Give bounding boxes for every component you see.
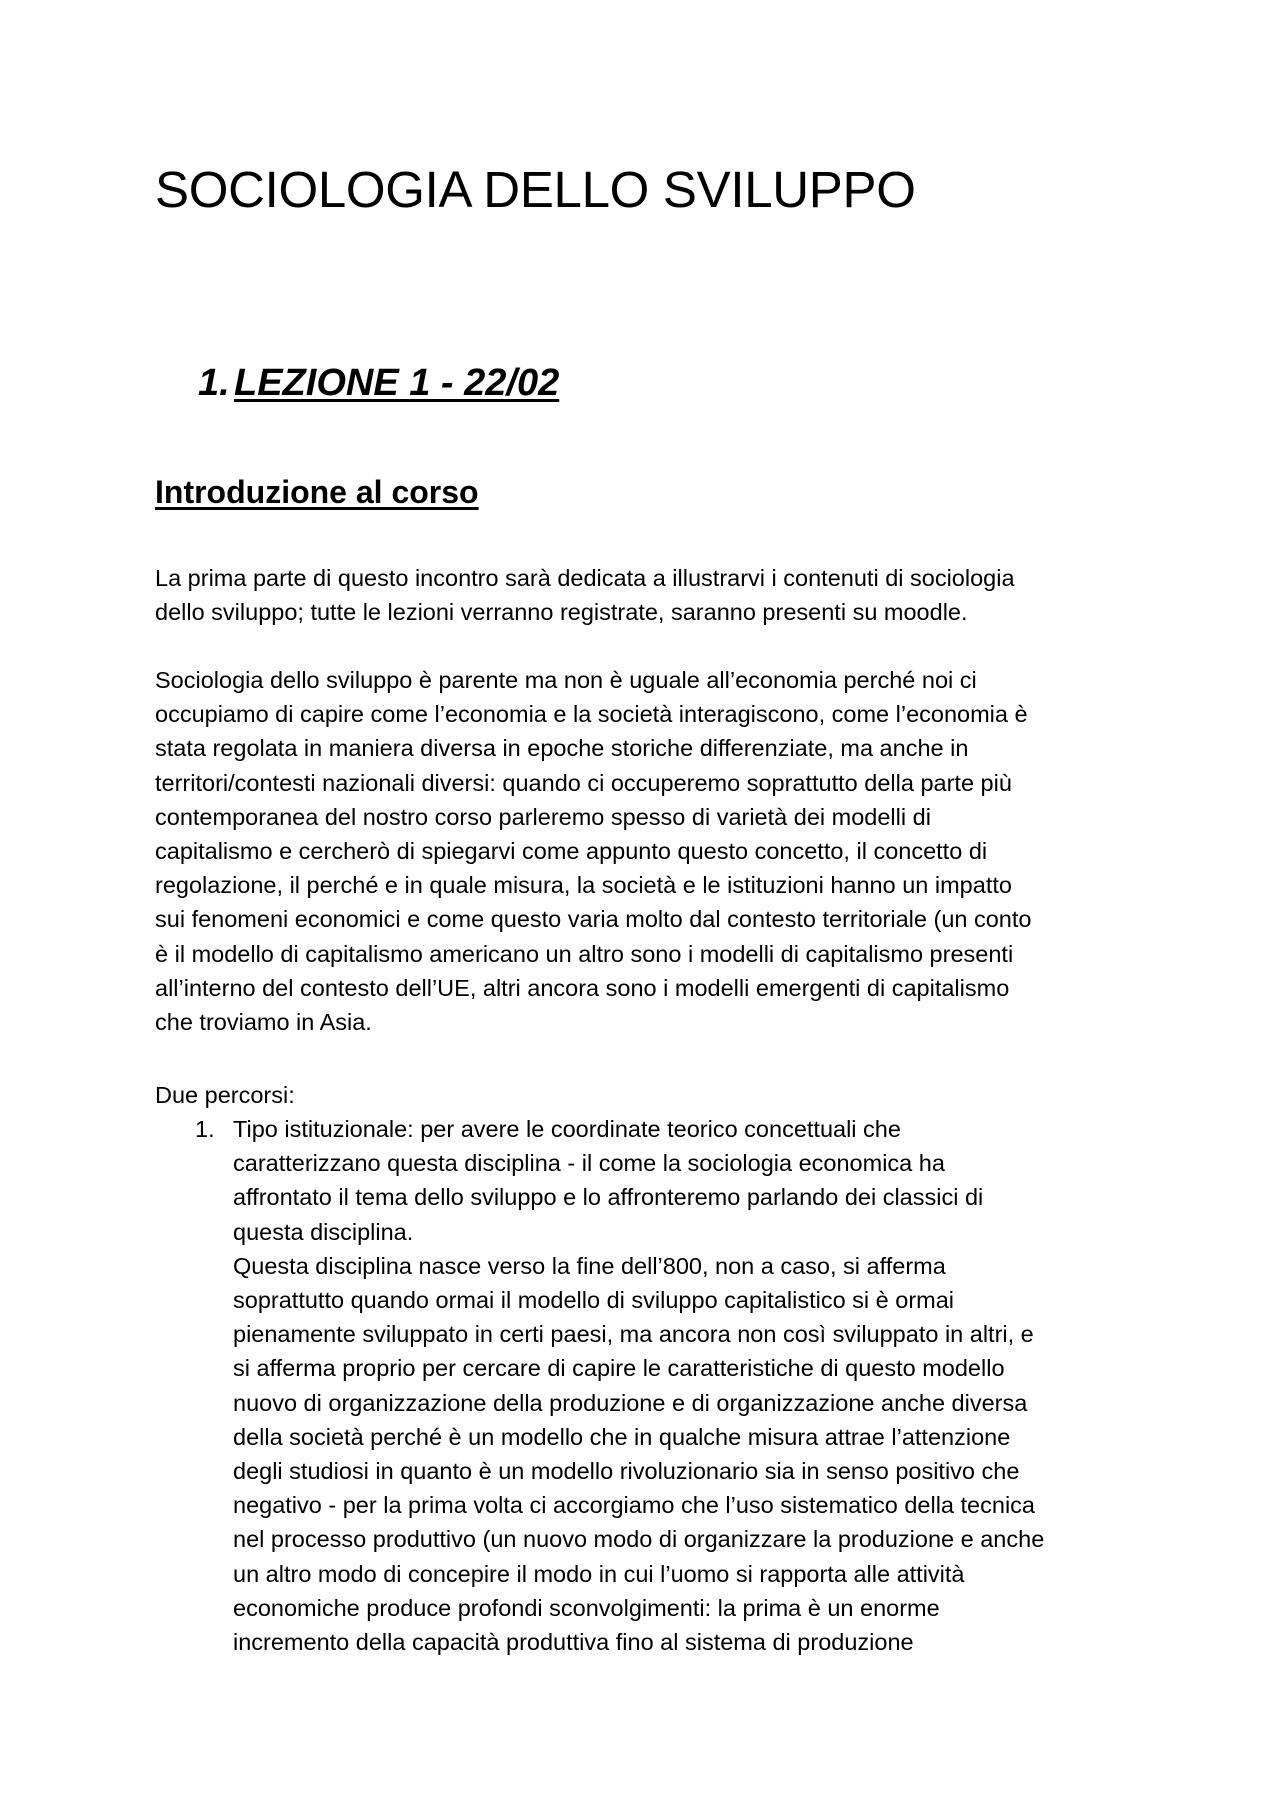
text-line: contemporanea del nostro corso parleremo spesso di varietà dei modelli di <box>155 803 931 830</box>
text-line: soprattutto quando ormai il modello di sviluppo capitalistico si è ormai <box>233 1287 955 1314</box>
paragraph-intro <box>155 561 1145 629</box>
document-title: SOCIOLOGIA DELLO SVILUPPO <box>155 161 916 218</box>
text-line: La prima parte di questo incontro sarà dedicata a illustrarvi i contenuti di sociologia <box>155 565 1015 591</box>
text-line: Sociologia dello sviluppo è parente ma non è uguale all’economia perché noi ci <box>155 667 977 693</box>
section-heading: Introduzione al corso <box>155 474 479 510</box>
text-line: occupiamo di capire come l’economia e la società interagiscono, come l’economia è <box>155 701 1028 728</box>
lesson-label: LEZIONE 1 - 22/02 <box>234 362 560 404</box>
text-line: all’interno del contesto dell’UE, altri ancora sono i modelli emergenti di capitalismo <box>155 974 1010 1001</box>
list-item <box>155 1112 1155 1659</box>
text-line: degli studiosi in quanto è un modello rivoluzionario sia in senso positivo che <box>233 1458 1020 1485</box>
text-line: caratterizzano questa disciplina - il come la sociologia economica ha <box>233 1150 945 1177</box>
list-item-text <box>233 1112 1153 1659</box>
list-intro: Due percorsi: <box>155 1082 295 1108</box>
text-line: un altro modo di concepire il modo in cui l’uomo si rapporta alle attività <box>233 1560 965 1587</box>
text-line: regolazione, il perché e in quale misura, la società e le istituzioni hanno un impatto <box>155 872 1012 899</box>
text-line: della società perché è un modello che in qualche misura attrae l’attenzione <box>233 1423 1011 1450</box>
text-line: economiche produce profondi sconvolgimenti: la prima è un enorme <box>233 1594 940 1621</box>
text-line: capitalismo e cercherò di spiegarvi come appunto questo concetto, il concetto di <box>155 838 988 865</box>
text-line: territori/contesti nazionali diversi: quando ci occuperemo soprattutto della parte più <box>155 769 1012 796</box>
text-line: incremento della capacità produttiva fino al sistema di produzione <box>233 1629 914 1656</box>
numbered-list <box>155 1112 1155 1659</box>
text-line: questa disciplina. <box>233 1218 414 1245</box>
text-line: affrontato il tema dello sviluppo e lo affronteremo parlando dei classici di <box>233 1184 984 1211</box>
text-line: nuovo di organizzazione della produzione e di organizzazione anche diversa <box>233 1389 1028 1416</box>
text-line: dello sviluppo; tutte le lezioni verranno registrate, saranno presenti su moodle. <box>155 599 968 626</box>
text-line: sui fenomeni economici e come questo varia molto dal contesto territoriale (un conto <box>155 906 1032 933</box>
text-line: negativo - per la prima volta ci accorgiamo che l’uso sistematico della tecnica <box>233 1492 1035 1519</box>
text-line: nel processo produttivo (un nuovo modo di organizzare la produzione e anche <box>233 1526 1045 1553</box>
text-line: che troviamo in Asia. <box>155 1009 372 1036</box>
text-line: stata regolata in maniera diversa in epoche storiche differenziate, ma anche in <box>155 735 969 762</box>
lesson-heading <box>198 360 559 406</box>
list-marker: 1. <box>195 1116 215 1142</box>
text-line: Tipo istituzionale: per avere le coordinate teorico concettuali che <box>233 1116 901 1142</box>
text-line: si afferma proprio per cercare di capire le caratteristiche di questo modello <box>233 1355 1005 1382</box>
paragraph-economy <box>155 663 1145 1039</box>
lesson-number: 1. <box>198 362 230 404</box>
text-line: pienamente sviluppato in certi paesi, ma ancora non così sviluppato in altri, e <box>233 1321 1034 1348</box>
text-line: Questa disciplina nasce verso la fine dell’800, non a caso, si afferma <box>233 1252 946 1279</box>
text-line: è il modello di capitalismo americano un altro sono i modelli di capitalismo presenti <box>155 940 1014 967</box>
